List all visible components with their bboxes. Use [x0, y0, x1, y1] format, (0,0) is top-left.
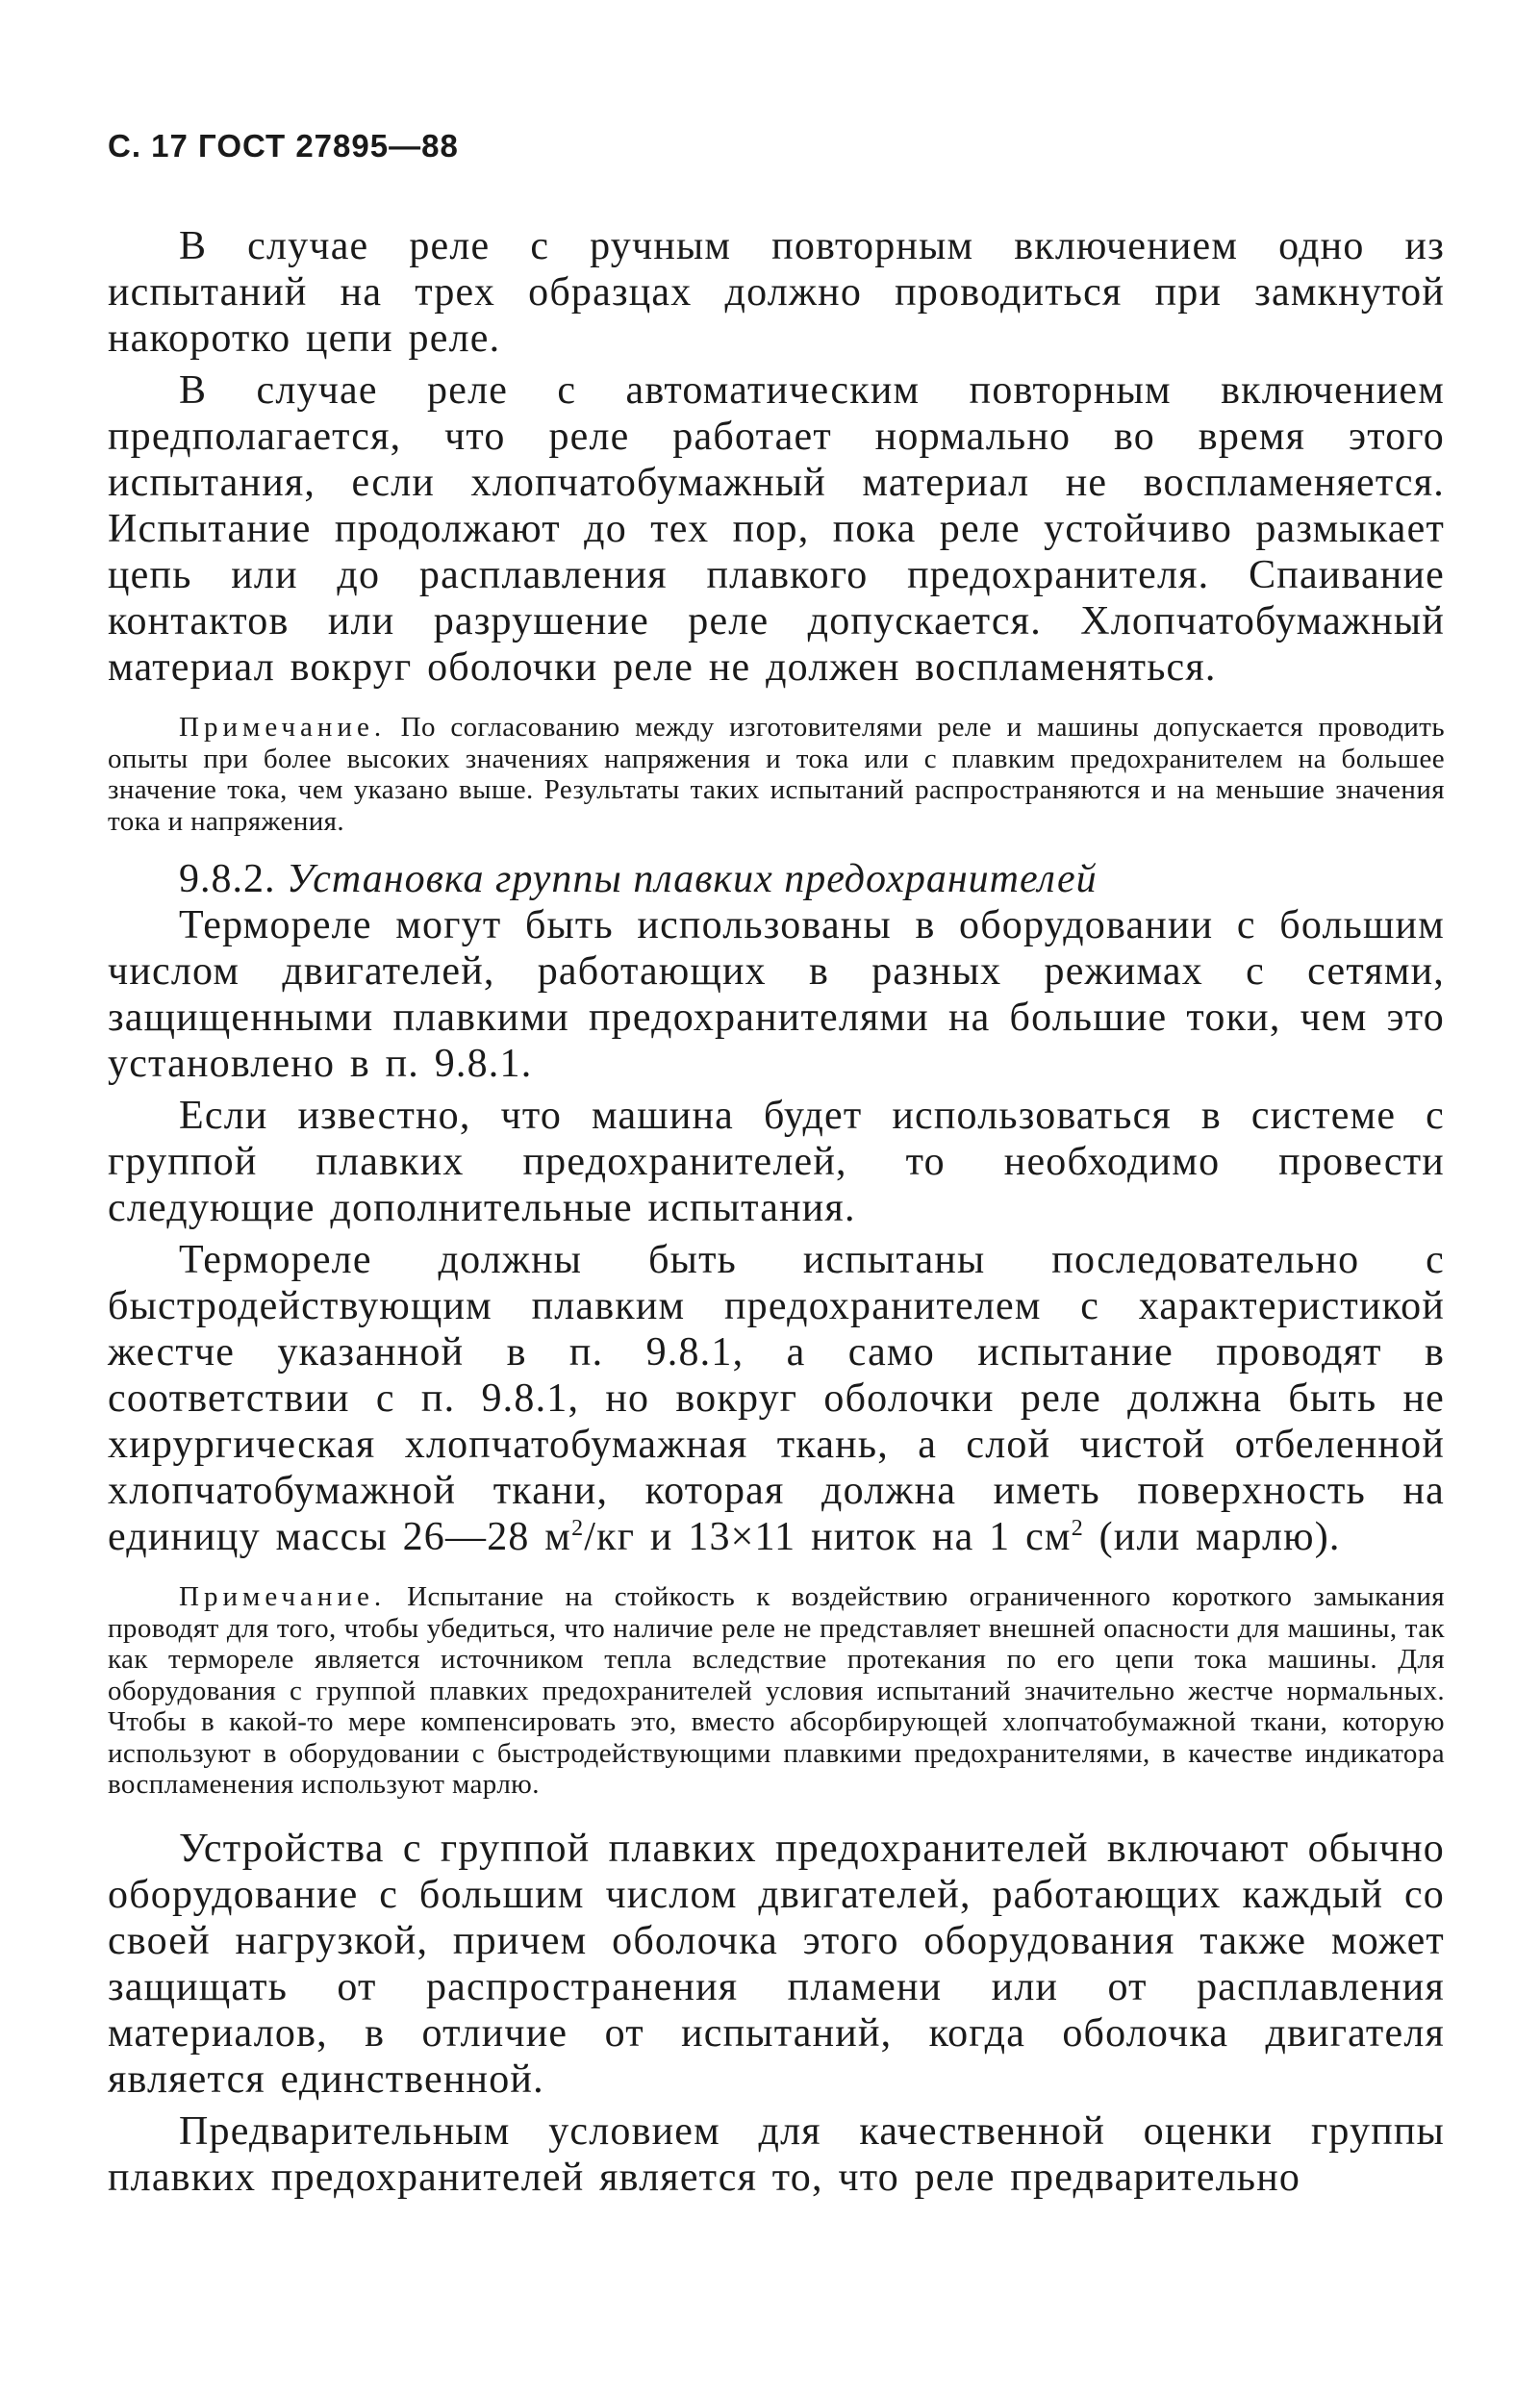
document-body: [108, 223, 1445, 2201]
section-heading: [108, 856, 1445, 902]
paragraph-manual-reclosing: В случае реле с ручным повторным включением одно из испытаний на трех образцах должно проводиться при замкнутой накоротко цепи реле.: [108, 224, 1445, 361]
note-2-label: Примечание.: [179, 1581, 387, 1612]
test-procedure-main: Термореле должны быть испытаны последовательно с быстродействующим плавким предохранителем с характеристикой жестче указанной в п. 9.8.1, а само испытание проводят в соответствии с п. 9.8.1, но вокруг оболочки реле должна быть не хирургическая хлопчатобумажная ткань, а слой чистой отбеленной хлопчатобумажной ткани, которая должна иметь поверхность на единицу массы 26—28 м: [108, 1238, 1445, 1559]
test-procedure-mid: /кг и 13×11 ниток на 1 см: [584, 1515, 1072, 1559]
superscript-2a: 2: [571, 1516, 585, 1541]
superscript-2b: 2: [1071, 1516, 1084, 1541]
section-title: Установка группы плавких предохранителей: [287, 857, 1098, 901]
page-header: С. 17 ГОСТ 27895—88: [108, 128, 459, 164]
paragraph-automatic-reclosing: В случае реле с автоматическим повторным включением предполагается, что реле работает нормально во время этого испытания, если хлопчатобумажный материал не воспламеняется. Испытание продолжают до тех пор, пока реле устойчиво размыкает цепь или до расплавления плавкого предохранителя. Спаивание контактов или разрушение реле допускается. Хлопчатобумажный материал вокруг оболочки реле не должен воспламеняться.: [108, 368, 1445, 690]
paragraph-precondition: Предварительным условием для качественной оценки группы плавких предохранителей является то, что реле предварительно: [108, 2108, 1445, 2200]
paragraph-fuse-group-devices: Устройства с группой плавких предохранителей включают обычно оборудование с большим числом двигателей, работающих каждый со своей нагрузкой, причем оболочка этого оборудования также может защищать от распространения пламени или от расплавления материалов, в отличие от испытаний, когда оболочка двигателя является единственной.: [108, 1826, 1445, 2102]
paragraph-test-procedure: [108, 1237, 1445, 1560]
note-1-label: Примечание.: [179, 712, 387, 743]
note-2: [108, 1581, 1445, 1801]
test-procedure-end: (или марлю).: [1083, 1515, 1341, 1559]
paragraph-thermal-relay-usage: Термореле могут быть использованы в оборудовании с большим числом двигателей, работающих в разных режимах с сетями, защищенными плавкими предохранителями на большие токи, чем это установлено в п. 9.8.1.: [108, 903, 1445, 1086]
note-1: [108, 712, 1445, 837]
note-1-text: По согласованию между изготовителями реле и машины допускается проводить опыты при более высоких значениях напряжения и тока или с плавким предохранителем на большее значение тока, чем указано выше. Результаты таких испытаний распространяются и на меньшие значения тока и напряжения.: [108, 712, 1445, 837]
note-2-text: Испытание на стойкость к воздействию ограниченного короткого замыкания проводят для того, чтобы убедиться, что наличие реле не представляет внешней опасности для машины, так как термореле является источником тепла вследствие протекания по его цепи тока машины. Для оборудования с группой плавких предохранителей условия испытаний значительно жестче нормальных. Чтобы в какой-то мере компенсировать это, вместо абсорбирующей хлопчатобумажной ткани, которую используют в оборудовании с быстродействующими плавкими предохранителями, в качестве индикатора воспламенения используют марлю.: [108, 1581, 1445, 1800]
paragraph-additional-tests: Если известно, что машина будет использоваться в системе с группой плавких предохранителей, то необходимо провести следующие дополнительные испытания.: [108, 1094, 1445, 1230]
section-number: 9.8.2.: [179, 857, 276, 901]
